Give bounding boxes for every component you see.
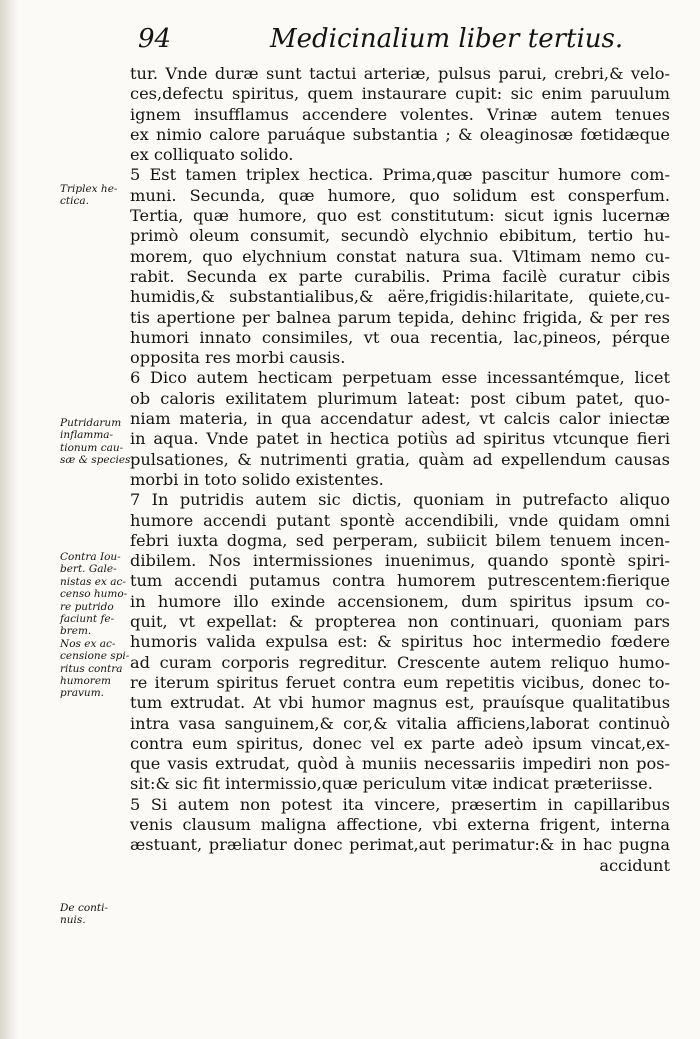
marginal-line: ritus contra <box>60 662 123 675</box>
text-line: ad curam corporis regreditur. Crescente autem reliquo humo- <box>130 652 670 672</box>
text-line: que vasis extrudat, quòd à muniis necessariis impediri non pos- <box>130 754 670 774</box>
page-gutter-shadow <box>0 0 18 1039</box>
text-line: opposita res morbi causis. <box>130 348 346 368</box>
marginal-line: bert. Gale- <box>60 563 117 576</box>
marginal-note-de-continuis <box>60 902 142 927</box>
marginal-line: sæ & species. <box>60 454 134 467</box>
marginal-line: censo humo- <box>60 588 128 601</box>
text-line: in aqua. Vnde patet in hectica potiùs ad spiritus vtcunque fieri <box>130 429 670 449</box>
text-line: ex colliquato solido. <box>130 145 294 165</box>
text-line: 7 In putridis autem sic dictis, quoniam in putrefacto aliquo <box>130 490 670 510</box>
text-line: dibilem. Nos intermissiones inuenimus, quando spontè spiri- <box>130 551 670 571</box>
text-line: quit, vt expellat: & propterea non continuari, quoniam pars <box>130 612 670 632</box>
text-line: tum extrudat. At vbi humor magnus est, prauísque qualitatibus <box>130 693 670 713</box>
text-line: muni. Secunda, quæ humore, quo solidum est consperfum. <box>130 185 670 205</box>
marginal-line: nuis. <box>60 914 86 927</box>
marginal-line: ctica. <box>60 195 89 208</box>
text-line: pulsationes, & nutrimenti gratia, quàm ad expellendum causas <box>130 449 670 469</box>
marginal-line: nistas ex ac- <box>60 575 126 588</box>
text-line: humori innato consimiles, vt oua recentia, lac,pineos, pérque <box>130 327 670 347</box>
marginal-line: censione spi- <box>60 650 130 663</box>
marginal-line: Nos ex ac- <box>60 637 116 650</box>
page-number: 94 <box>138 24 172 54</box>
text-line: niam materia, in qua accendatur adest, vt calcis calor iniectæ <box>130 409 670 429</box>
text-line: morbi in toto solido existentes. <box>130 469 384 489</box>
text-line: ignem insufflamus accendere volentes. Vrinæ autem tenues <box>130 104 670 124</box>
marginal-line: brem. <box>60 625 92 638</box>
marginal-line: Contra Iou- <box>60 551 121 563</box>
page-header <box>130 22 670 56</box>
text-line: humore accendi putant spontè accendibili, vnde quidam omni <box>130 510 670 530</box>
text-line: 5 Est tamen triplex hectica. Prima,quæ pascitur humore com- <box>130 165 670 185</box>
text-line: ex nimio calore paruáque substantia ; & oleaginosæ fœtidæque <box>130 124 670 144</box>
catchword: accidunt <box>599 855 670 875</box>
text-line: morem, quo elychnium constat natura sua. Vltimam nemo cu- <box>130 246 670 266</box>
text-line: tum accendi putamus contra humorem putrescentem:fierique <box>130 571 670 591</box>
text-line: tur. Vnde duræ sunt tactui arteriæ, pulsus parui, crebri,& velo- <box>130 64 670 83</box>
text-line: ob caloris exilitatem plurimum lateat: post cibum patet, quo- <box>130 388 670 408</box>
text-line: æstuant, præliatur donec perimat,aut perimatur:& in hac pugna <box>130 835 670 855</box>
running-title: Medicinalium liber tertius. <box>270 24 624 54</box>
text-line: intra vasa sanguinem,& cor,& vitalia afficiens,laborat continuò <box>130 713 670 733</box>
text-line: ces,defectu spiritus, quem instaurare cupit: sic enim paruulum <box>130 84 670 104</box>
marginal-line: humorem <box>60 675 111 688</box>
text-line: rabit. Secunda ex parte curabilis. Prima facilè curatur cibis <box>130 266 670 286</box>
text-line: 6 Dico autem hecticam perpetuam esse incessantémque, licet <box>130 368 670 388</box>
text-line: re iterum spiritus feruet contra eum repetitis vicibus, donec to- <box>130 672 670 692</box>
text-line: in humore illo exinde accensionem, dum spiritus ipsum co- <box>130 591 670 611</box>
text-line: tis apertione per balnea parum tepida, dehinc frigida, & per res <box>130 307 670 327</box>
marginal-line: Putridarum <box>60 417 122 429</box>
text-line: humoris valida expulsa est: & spiritus hoc intermedio fœdere <box>130 632 670 652</box>
marginal-line: tionum cau- <box>60 441 124 454</box>
marginal-line: faciunt fe- <box>60 613 115 626</box>
text-line: sit:& sic fit intermissio,quæ periculum vitæ indicat præteriisse. <box>130 774 653 794</box>
marginal-line: re putrido <box>60 600 114 613</box>
marginal-line: Triplex he- <box>60 183 118 195</box>
marginal-line: pravum. <box>60 687 104 700</box>
marginal-line: De conti- <box>60 902 109 914</box>
marginal-line: inflamma- <box>60 429 114 442</box>
text-line: venis clausum maligna affectione, vbi externa frigent, interna <box>130 814 670 834</box>
body-text <box>130 64 670 876</box>
text-line: febri iuxta dogma, sed perperam, subiicit bilem tenuem incen- <box>130 530 670 550</box>
text-line: 5 Si autem non potest ita vincere, præsertim in capillaribus <box>130 794 670 814</box>
text-line: contra eum spiritus, donec vel ex parte adeò ipsum vincat,ex- <box>130 733 670 753</box>
text-line: Tertia, quæ humore, quo est constitutum: sicut ignis lucernæ <box>130 206 670 226</box>
text-line: primò oleum consumit, secundò elychnio ebibitum, tertio hu- <box>130 226 670 246</box>
text-line: humidis,& substantialibus,& aëre,frigidis:hilaritate, quiete,cu- <box>130 287 670 307</box>
